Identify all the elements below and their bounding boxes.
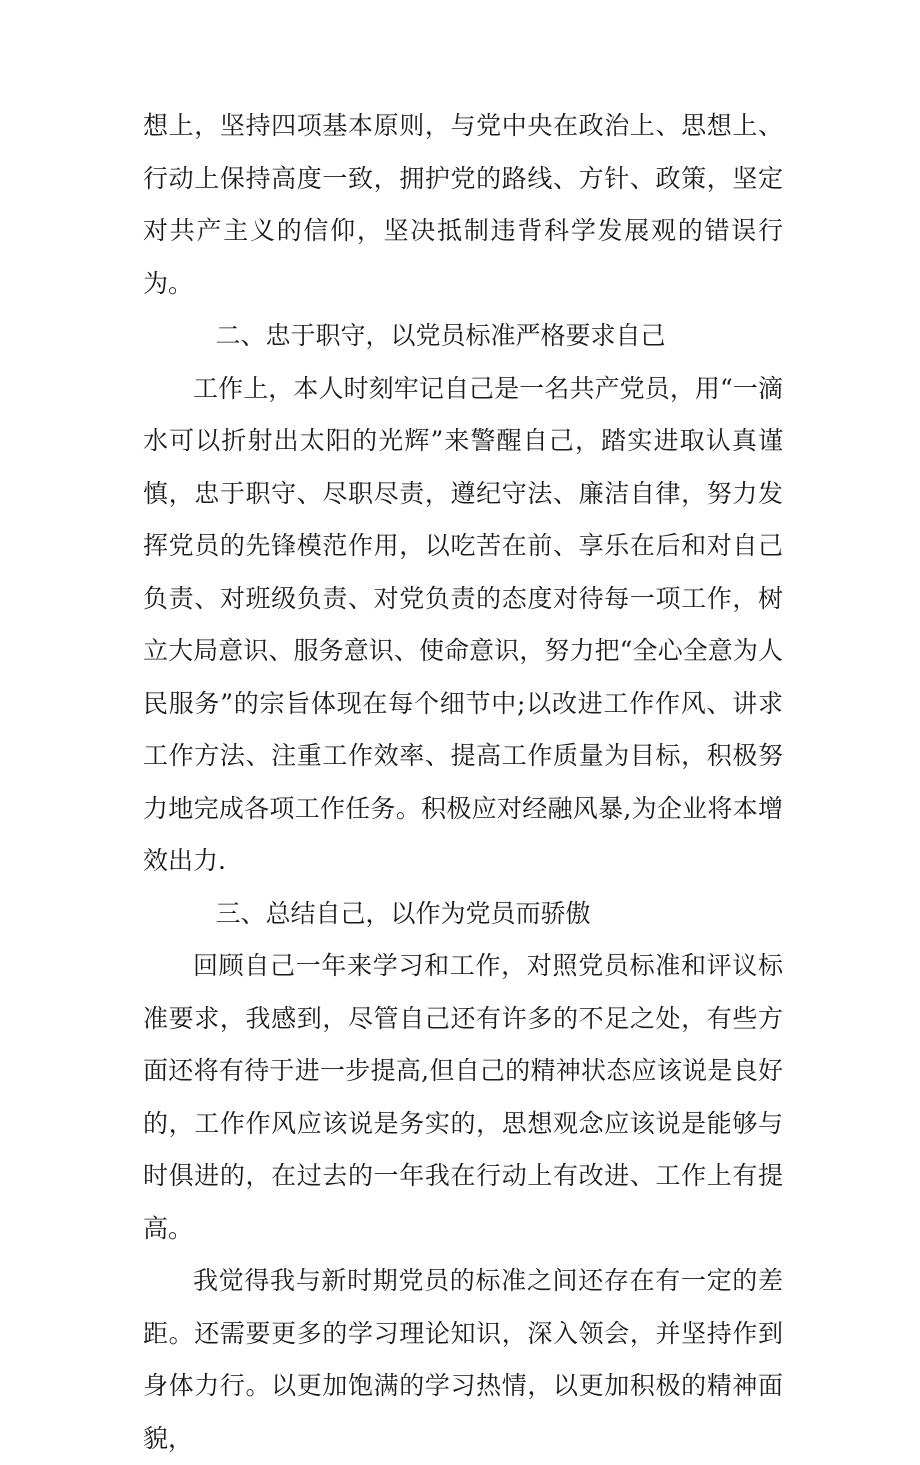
document-body [143, 100, 783, 1465]
paragraph-gap-reflection: 我觉得我与新时期党员的标准之间还存在有一定的差距。还需要更多的学习理论知识，深入领会，并坚持作到身体力行。以更加饱满的学习热情，以更加积极的精神面貌， [143, 1266, 783, 1453]
section-heading-three: 三、总结自己，以作为党员而骄傲 [215, 898, 591, 928]
section-heading-two: 二、忠于职守，以党员标准严格要求自己 [215, 321, 666, 350]
paragraph-year-review: 回顾自己一年来学习和工作，对照党员标准和评议标准要求，我感到，尽管自己还有许多的不足之处，有些方面还将有待于进一步提高,但自己的精神状态应该说是良好的，工作作风应该说是务实的，思想观念应该说是能够与时俱进的，在过去的一年我在行动上有改进、工作上有提高。 [143, 951, 783, 1243]
paragraph-work-duties: 工作上，本人时刻牢记自己是一名共产党员，用“一滴水可以折射出太阳的光辉”来警醒自己，踏实进取认真谨慎，忠于职守、尽职尽责，遵纪守法、廉洁自律，努力发挥党员的先锋模范作用，以吃苦在前、享乐在后和对自己负责、对班级负责、对党负责的态度对待每一项工作，树立大局意识、服务意识、使命意识，努力把“全心全意为人民服务”的宗旨体现在每个细节中;以改进工作作风、讲求工作方法、注重工作效率、提高工作质量为目标，积极努力地完成各项工作任务。积极应对经融风暴,为企业将本增效出力. [143, 373, 783, 875]
paragraph-ideology-continued: 想上，坚持四项基本原则，与党中央在政治上、思想上、行动上保持高度一致，拥护党的路线、方针、政策，坚定对共产主义的信仰，坚决抵制违背科学发展观的错误行为。 [143, 111, 783, 298]
